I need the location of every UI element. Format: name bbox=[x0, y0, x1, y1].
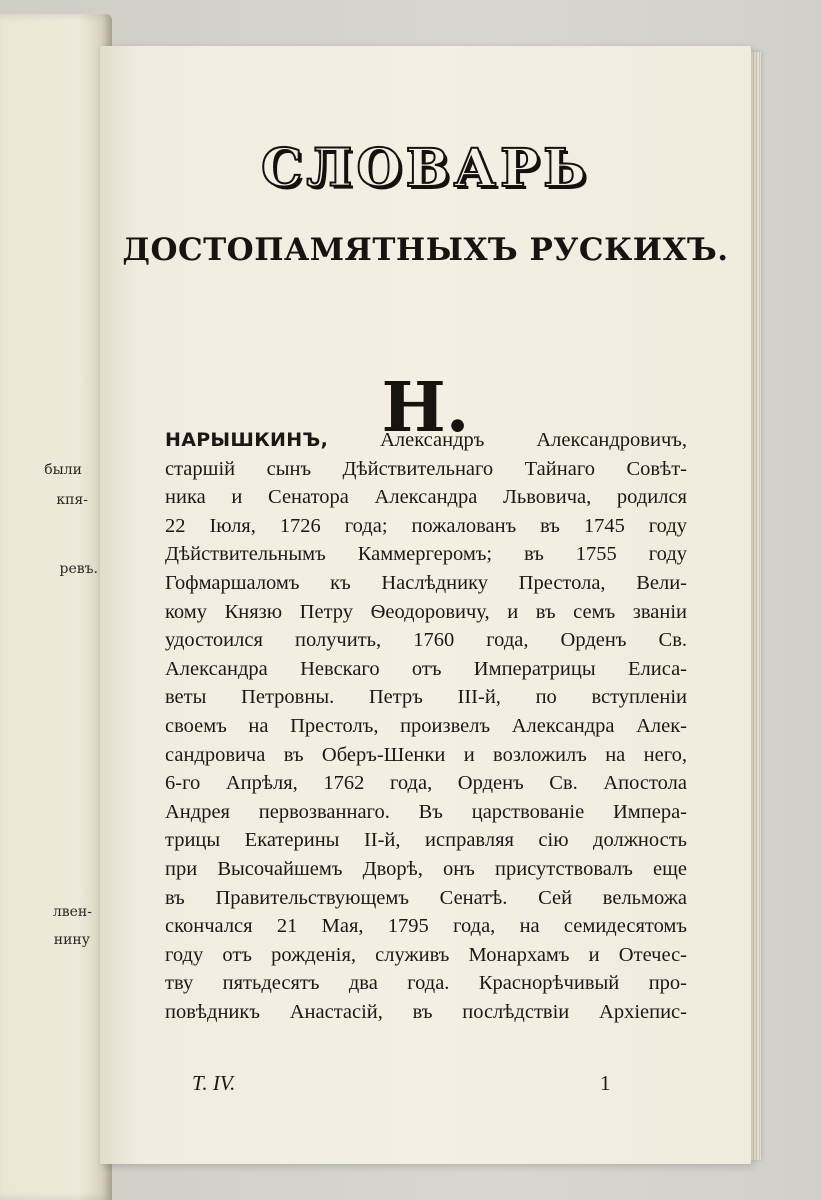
previous-page bbox=[0, 14, 112, 1200]
book-page bbox=[100, 46, 751, 1164]
text-line: повѣдникъ Анастасій, въ послѣдствіи Архіепис- bbox=[165, 1000, 687, 1023]
text-line-rest: Александръ Александровичъ, bbox=[328, 429, 687, 451]
previous-page-fragment: нину bbox=[53, 932, 90, 948]
previous-page-fragment: были bbox=[44, 462, 82, 478]
text-line: ника и Сенатора Александра Львовича, родился bbox=[165, 486, 687, 509]
entry-headword: НАРЫШКИНЪ, bbox=[165, 429, 329, 451]
text-line: Гофмаршаломъ къ Наслѣднику Престола, Вели- bbox=[165, 571, 687, 594]
volume-label: Т. IV. bbox=[192, 1071, 236, 1095]
previous-page-fragment: ревъ. bbox=[59, 561, 98, 577]
text-line: трицы Екатерины II-й, исправляя сію должность bbox=[165, 829, 687, 852]
text-line: Дѣйствительнымъ Каммергеромъ; въ 1755 году bbox=[165, 543, 687, 566]
text-line: 22 Іюля, 1726 года; пожалованъ въ 1745 году bbox=[165, 514, 687, 537]
entry-text bbox=[165, 426, 687, 1026]
text-line: удостоился получить, 1760 года, Орденъ Св. bbox=[165, 629, 687, 652]
text-line: веты Петровны. Петръ III-й, по вступленіи bbox=[165, 686, 687, 709]
text-line: кому Князю Петру Ѳеодоровичу, и въ семъ званіи bbox=[165, 600, 687, 623]
text-line: Андрея первозваннаго. Въ царствованіе Импера- bbox=[165, 800, 687, 823]
text-line: въ Правительствующемъ Сенатѣ. Сей вельможа bbox=[165, 886, 687, 909]
text-line: скончался 21 Мая, 1795 года, на семидесятомъ bbox=[165, 915, 687, 938]
text-line: сандровича въ Оберъ-Шенки и возложилъ на него, bbox=[165, 743, 687, 766]
text-line: году отъ рожденія, служивъ Монархамъ и Отечес- bbox=[165, 943, 687, 966]
text-line: старшій сынъ Дѣйствительнаго Тайнаго Совѣт- bbox=[165, 457, 687, 480]
section-letter: Н. bbox=[381, 368, 470, 448]
previous-page-fragment: лвен- bbox=[52, 904, 92, 920]
page-edges bbox=[751, 52, 761, 1160]
text-line: своемъ на Престолъ, произвелъ Александра Алек- bbox=[165, 714, 687, 737]
text-line: 6-го Апрѣля, 1762 года, Орденъ Св. Апостола bbox=[165, 772, 687, 795]
text-line: при Высочайшемъ Дворѣ, онъ присутствовалъ еще bbox=[165, 857, 687, 880]
text-line: тву пятьдесятъ два года. Краснорѣчивый про- bbox=[165, 972, 687, 995]
page-subtitle: ДОСТОПАМЯТНЫХЪ РУСКИХЪ. bbox=[122, 232, 729, 268]
text-line: Александра Невскаго отъ Императрицы Елиса- bbox=[165, 657, 687, 680]
page-number: 1 bbox=[600, 1071, 611, 1095]
previous-page-fragment: кпя- bbox=[56, 492, 88, 508]
text-line bbox=[165, 426, 687, 455]
page-title: СЛОВАРЬ bbox=[261, 138, 590, 199]
